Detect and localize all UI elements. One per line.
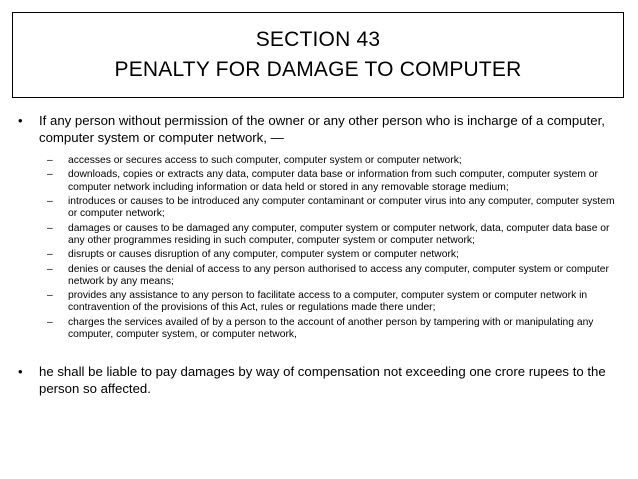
- sub-item-text: provides any assistance to any person to facilitate access to a computer, computer system or computer network in contravention of the provisions of this Act, rules or regulations made there under;: [68, 290, 588, 314]
- title-box: [12, 12, 624, 98]
- slide-content: [0, 112, 638, 397]
- section-number: SECTION 43: [255, 28, 381, 51]
- sub-item-text: disrupts or causes disruption of any computer, computer system or computer network;: [68, 249, 459, 261]
- bullet-dot-icon: •: [18, 113, 23, 128]
- sub-list: [0, 155, 638, 341]
- sub-item-text: denies or causes the denial of access to any person authorised to access any computer, computer system or computer network by any means;: [68, 263, 609, 287]
- sub-list-item: [0, 196, 638, 220]
- dash-icon: –: [47, 263, 53, 275]
- sub-item-text: accesses or secures access to such computer, computer system or computer network;: [68, 155, 462, 166]
- sub-item-text: damages or causes to be damaged any computer, computer system or computer network, data, computer data base or any other programmes residing in such computer, computer system or computer network;: [68, 222, 610, 246]
- sub-list-item: [0, 264, 638, 288]
- sub-item-text: introduces or causes to be introduced any computer contaminant or computer virus into any computer, computer system or computer network;: [68, 195, 615, 220]
- dash-icon: –: [47, 316, 53, 328]
- dash-icon: –: [47, 222, 53, 234]
- dash-icon: –: [47, 195, 53, 207]
- sub-list-item: [0, 223, 638, 247]
- sub-list-item: [0, 317, 638, 341]
- dash-icon: –: [47, 249, 53, 261]
- dash-icon: –: [47, 155, 53, 166]
- sub-item-text: charges the services availed of by a person to the account of another person by tampering with or manipulating any computer, computer system, or computer network,: [68, 316, 594, 340]
- sub-list-item: [0, 169, 638, 193]
- sub-list-item: [0, 249, 638, 261]
- dash-icon: –: [47, 290, 53, 302]
- sub-item-text: downloads, copies or extracts any data, computer data base or information from such computer, computer system or computer network including information or data held or stored in any removable storage medium;: [68, 169, 598, 193]
- bullet-text: If any person without permission of the owner or any other person who is incharge of a computer, computer system or computer network, —: [39, 113, 605, 145]
- section-title: PENALTY FOR DAMAGE TO COMPUTER: [114, 58, 522, 81]
- bullet-item: [0, 363, 638, 397]
- sub-list-item: [0, 155, 638, 167]
- bullet-dot-icon: •: [18, 364, 23, 380]
- dash-icon: –: [47, 169, 53, 181]
- bullet-item: [0, 112, 638, 146]
- sub-list-item: [0, 290, 638, 314]
- bullet-text: he shall be liable to pay damages by way of compensation not exceeding one crore rupees to the person so affected.: [39, 364, 606, 397]
